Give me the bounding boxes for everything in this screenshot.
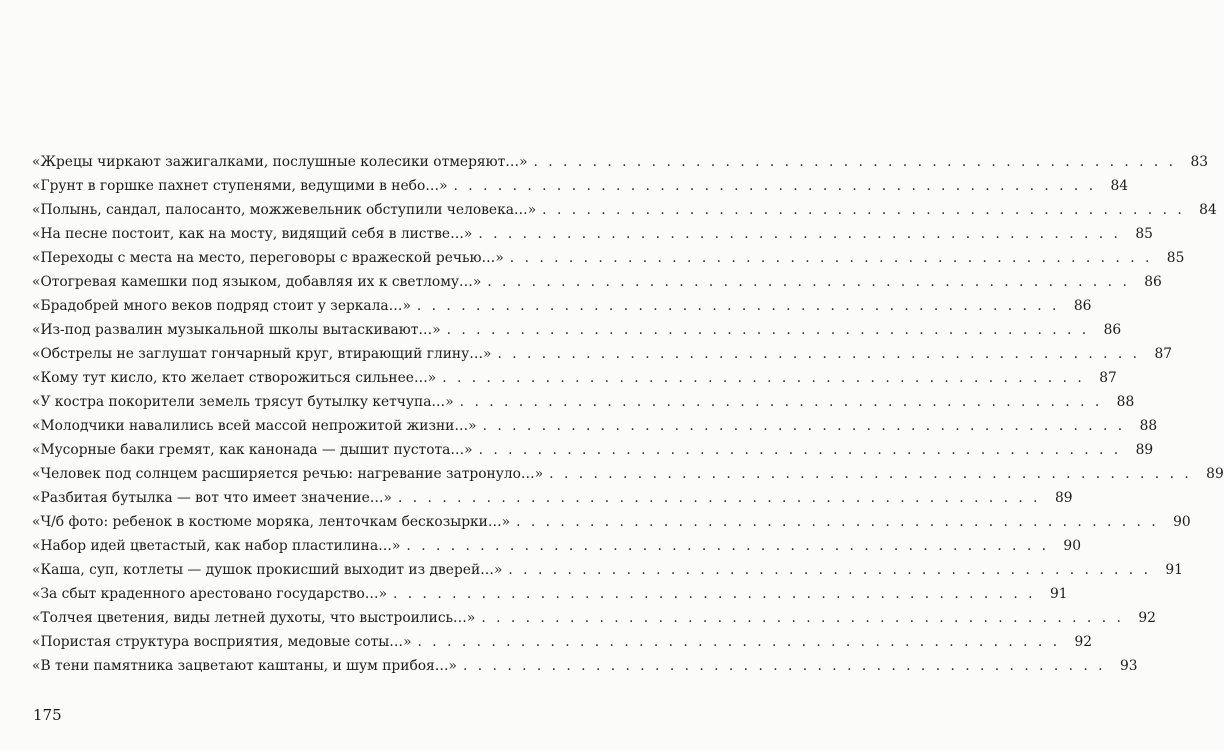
toc-entry xyxy=(32,510,1191,534)
toc-entry xyxy=(32,390,1135,414)
toc-entry xyxy=(32,630,1093,654)
toc-entry-page: 86 xyxy=(1073,298,1092,314)
toc-entry xyxy=(32,222,1153,246)
toc-entry xyxy=(32,150,1209,174)
toc-dot-leader xyxy=(508,558,1151,582)
toc-entry-page: 89 xyxy=(1206,466,1224,482)
toc-entry-page: 87 xyxy=(1099,370,1117,386)
toc-entry-title: «Из-под развалин музыкальной школы вытаскивают…» xyxy=(32,322,441,338)
toc-dot-leader xyxy=(542,198,1185,222)
toc-entry xyxy=(32,342,1173,366)
toc-dot-leader xyxy=(481,606,1124,630)
toc-entry-title: «На песне постоит, как на мосту, видящий себя в листве…» xyxy=(32,226,473,242)
toc-entry-title: «Толчея цветения, виды летней духоты, что выстроились…» xyxy=(32,610,476,626)
toc-dot-leader xyxy=(510,246,1153,270)
toc-entry xyxy=(32,558,1183,582)
toc-dot-leader xyxy=(479,438,1122,462)
toc-entry-title: «Брадобрей много веков подряд стоит у зеркала…» xyxy=(32,298,411,314)
toc-entry xyxy=(32,366,1117,390)
toc-entry xyxy=(32,198,1217,222)
toc-entry-page: 91 xyxy=(1165,562,1183,578)
toc-entry-title: «Жрецы чиркают зажигалками, послушные колесики отмеряют…» xyxy=(32,154,528,170)
toc-entry-title: «Грунт в горшке пахнет ступенями, ведущими в небо…» xyxy=(32,178,448,194)
toc-dot-leader xyxy=(393,582,1036,606)
toc-dot-leader xyxy=(442,366,1085,390)
toc-entry-page: 85 xyxy=(1166,250,1185,266)
toc-entry xyxy=(32,414,1158,438)
table-of-contents xyxy=(32,150,1224,678)
page-number: 175 xyxy=(33,706,62,724)
toc-entry-title: «Отогревая камешки под языком, добавляя их к светлому…» xyxy=(32,274,482,290)
toc-entry xyxy=(32,462,1224,486)
toc-dot-leader xyxy=(549,462,1192,486)
toc-entry xyxy=(32,534,1081,558)
toc-dot-leader xyxy=(487,270,1130,294)
toc-dot-leader xyxy=(454,174,1097,198)
toc-entry xyxy=(32,654,1138,678)
toc-entry xyxy=(32,582,1068,606)
toc-entry-page: 87 xyxy=(1154,346,1173,362)
toc-entry-page: 86 xyxy=(1103,322,1122,338)
toc-entry xyxy=(32,486,1073,510)
toc-dot-leader xyxy=(534,150,1177,174)
toc-entry-title: «Каша, суп, котлеты — душок прокисший выходит из дверей…» xyxy=(32,562,503,578)
toc-dot-leader xyxy=(398,486,1041,510)
toc-dot-leader xyxy=(460,390,1103,414)
toc-entry-page: 85 xyxy=(1135,226,1153,242)
toc-dot-leader xyxy=(447,318,1090,342)
toc-entry-title: «Переходы с места на место, переговоры с вражеской речью…» xyxy=(32,250,504,266)
toc-dot-leader xyxy=(463,654,1106,678)
toc-entry xyxy=(32,438,1154,462)
toc-entry xyxy=(32,246,1185,270)
toc-entry-page: 90 xyxy=(1063,538,1081,554)
toc-entry-page: 90 xyxy=(1173,514,1191,530)
toc-dot-leader xyxy=(478,222,1121,246)
toc-entry-page: 89 xyxy=(1135,442,1154,458)
toc-entry-page: 92 xyxy=(1138,610,1156,626)
toc-entry-title: «Полынь, сандал, палосанто, можжевельник обступили человека…» xyxy=(32,202,537,218)
toc-entry-title: «Мусорные баки гремят, как канонада — дышит пустота…» xyxy=(32,442,473,458)
toc-entry-page: 84 xyxy=(1199,202,1217,218)
toc-entry xyxy=(32,174,1129,198)
toc-entry-title: «Ч/б фото: ребенок в костюме моряка, ленточкам бескозырки…» xyxy=(32,514,511,530)
toc-dot-leader xyxy=(418,630,1061,654)
toc-entry-title: «У костра покорители земель трясут бутылку кетчупа…» xyxy=(32,394,454,410)
toc-dot-leader xyxy=(483,414,1126,438)
toc-entry-page: 84 xyxy=(1110,178,1129,194)
toc-entry-title: «Набор идей цветастый, как набор пластилина…» xyxy=(32,538,401,554)
toc-entry xyxy=(32,270,1162,294)
toc-dot-leader xyxy=(406,534,1049,558)
toc-entry-page: 83 xyxy=(1190,154,1209,170)
toc-entry-title: «Обстрелы не заглушат гончарный круг, втирающий глину…» xyxy=(32,346,492,362)
toc-entry-page: 89 xyxy=(1055,490,1073,506)
toc-entry-page: 88 xyxy=(1139,418,1158,434)
toc-entry-page: 88 xyxy=(1116,394,1135,410)
toc-entry-title: «В тени памятника зацветают каштаны, и шум прибоя…» xyxy=(32,658,458,674)
toc-entry xyxy=(32,294,1092,318)
toc-entry xyxy=(32,318,1122,342)
toc-entry-title: «Человек под солнцем расширяется речью: нагревание затронуло…» xyxy=(32,466,544,482)
toc-dot-leader xyxy=(417,294,1060,318)
toc-entry-page: 93 xyxy=(1120,658,1138,674)
toc-entry-title: «Кому тут кисло, кто желает створожиться сильнее…» xyxy=(32,370,437,386)
toc-dot-leader xyxy=(497,342,1140,366)
toc-entry-title: «Разбитая бутылка — вот что имеет значение…» xyxy=(32,490,392,506)
toc-entry-page: 91 xyxy=(1050,586,1068,602)
toc-entry xyxy=(32,606,1156,630)
toc-entry-page: 86 xyxy=(1144,274,1162,290)
toc-entry-title: «Молодчики навалились всей массой непрожитой жизни…» xyxy=(32,418,477,434)
toc-entry-page: 92 xyxy=(1074,634,1093,650)
toc-dot-leader xyxy=(516,510,1159,534)
toc-entry-title: «За сбыт краденного арестовано государство…» xyxy=(32,586,388,602)
toc-entry-title: «Пористая структура восприятия, медовые соты…» xyxy=(32,634,412,650)
